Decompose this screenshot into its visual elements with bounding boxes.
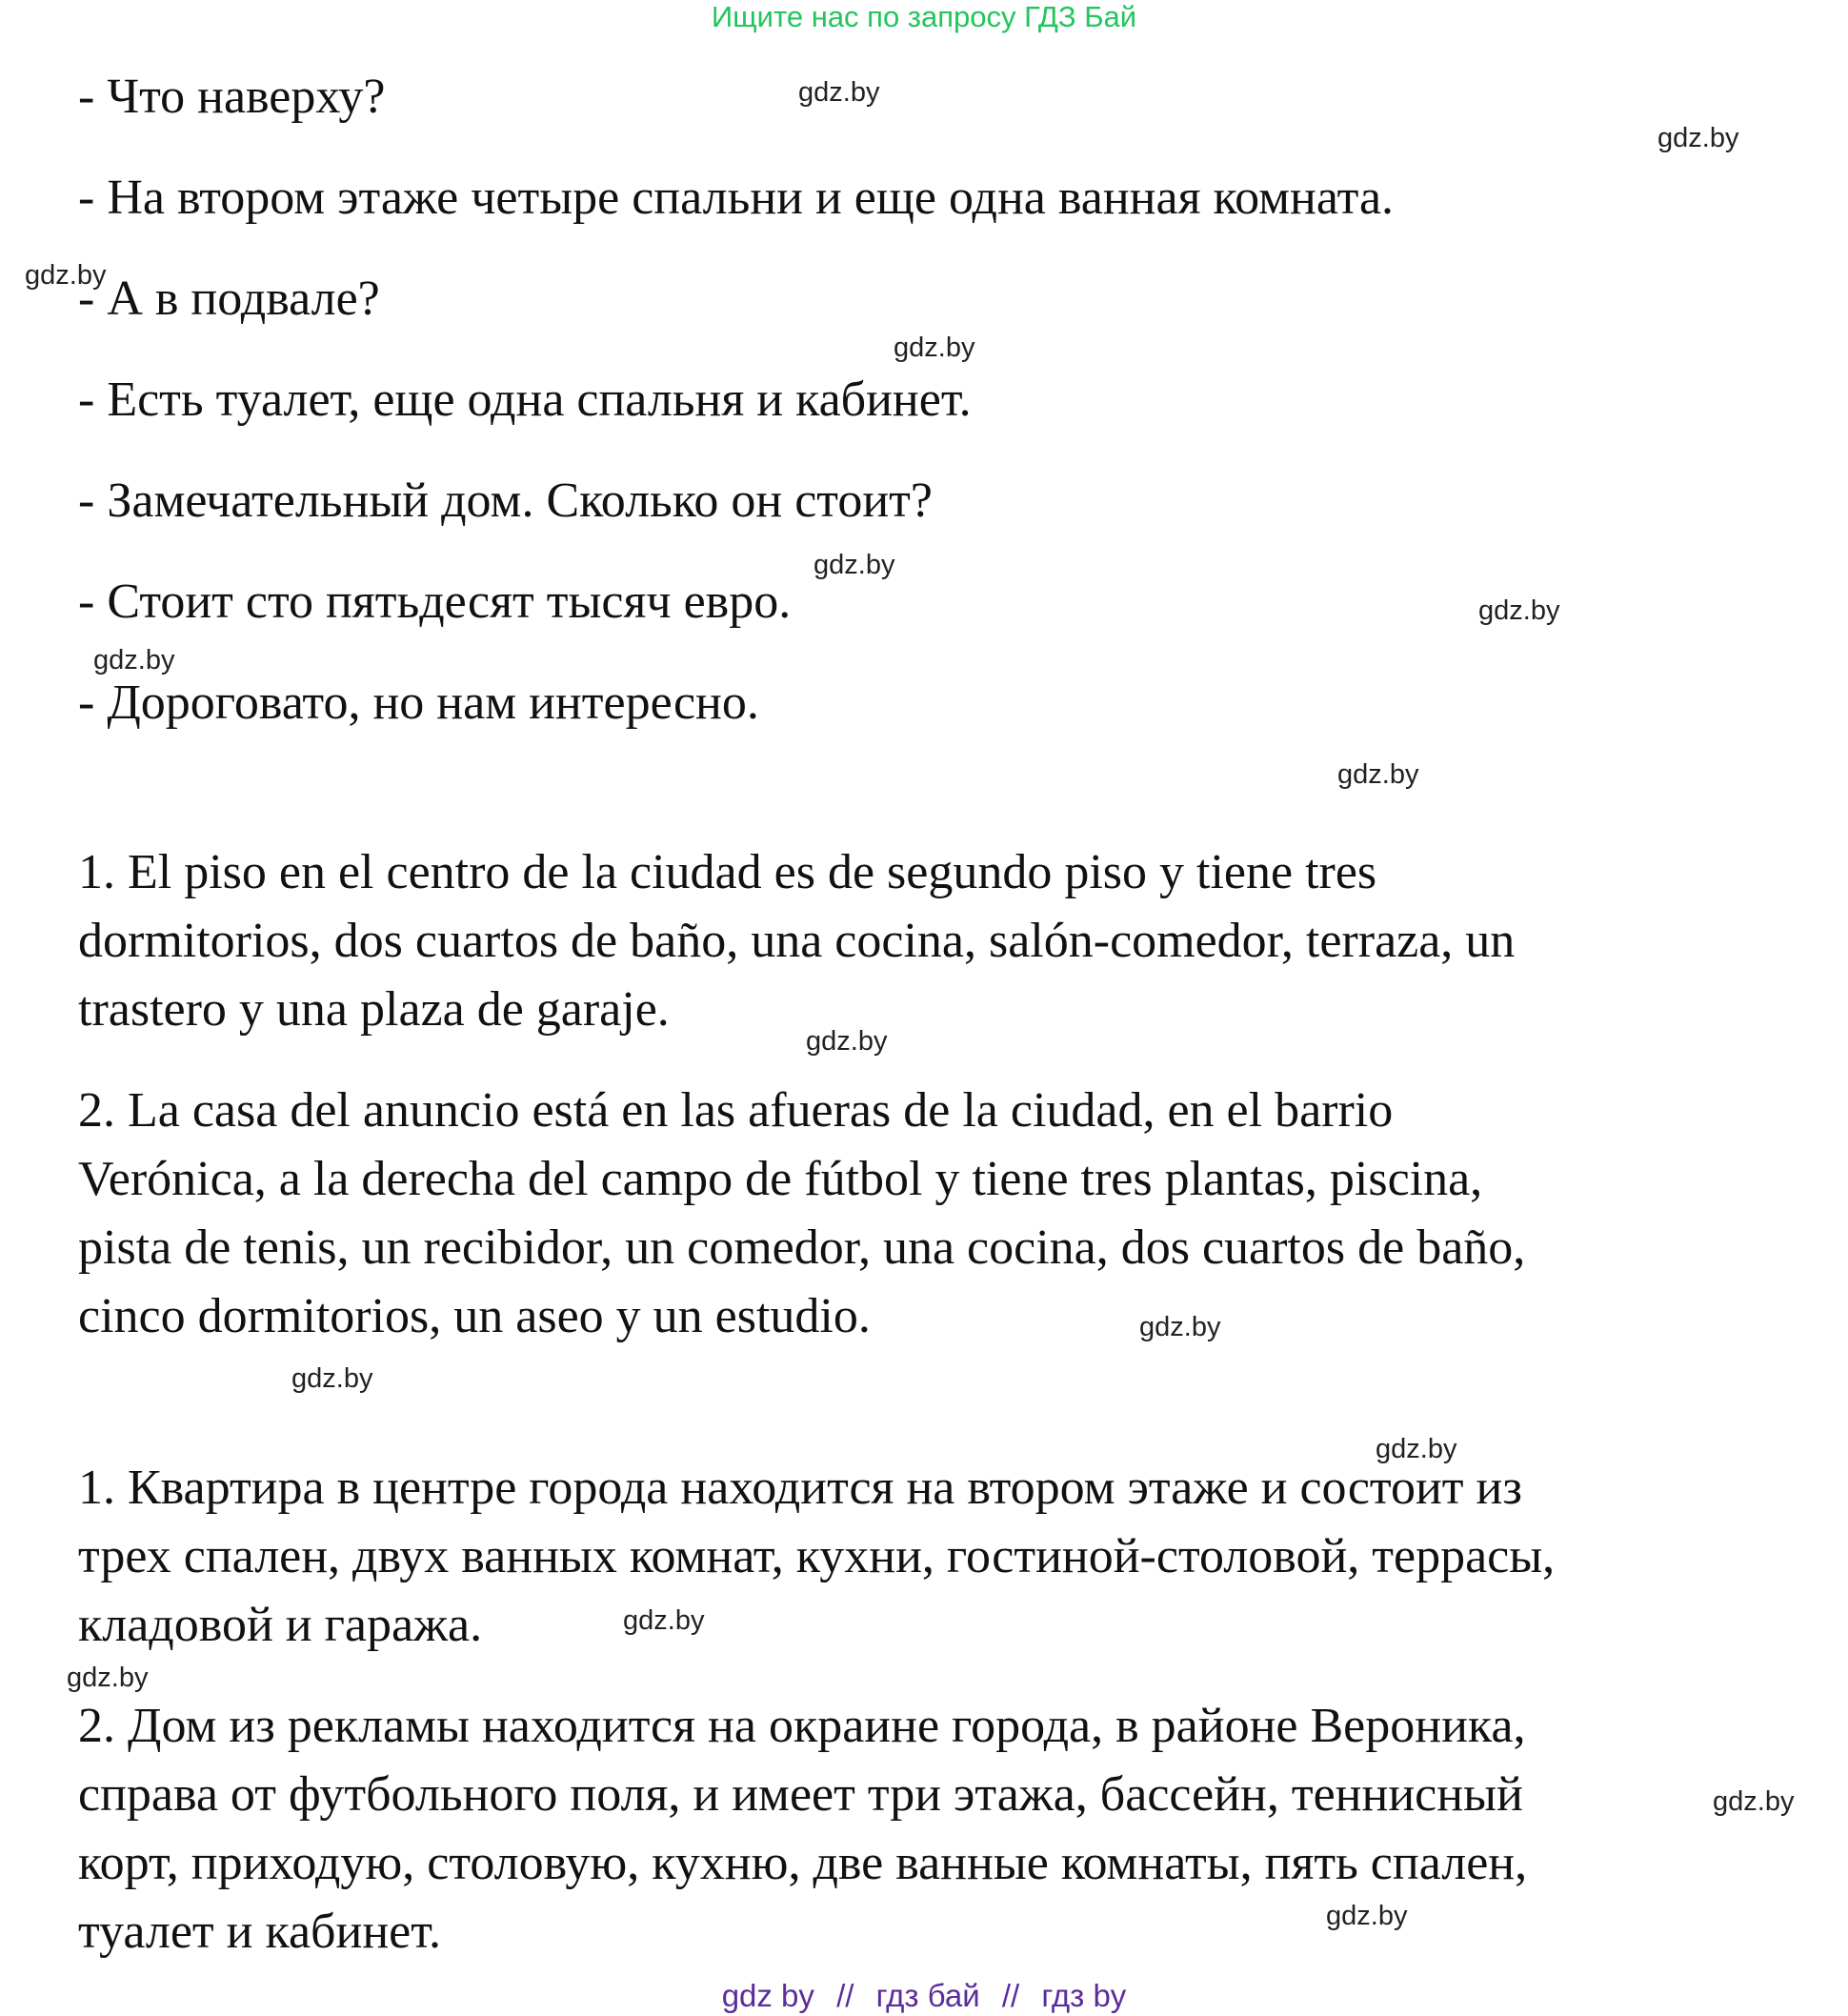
spanish-answer-1-line-3: trastero y una plaza de garaje.: [78, 982, 670, 1037]
watermark: gdz.by: [1376, 1434, 1457, 1464]
footer-separator: //: [1001, 1978, 1020, 2013]
spanish-answer-2-line-2: Verónica, a la derecha del campo de fútbol y tiene tres plantas, piscina,: [78, 1152, 1483, 1206]
dialogue-line-7: - Дороговато, но нам интересно.: [78, 675, 759, 730]
russian-answer-2-line-1: 2. Дом из рекламы находится на окраине города, в районе Вероника,: [78, 1699, 1526, 1753]
russian-answer-1-line-1: 1. Квартира в центре города находится на втором этаже и состоит из: [78, 1461, 1522, 1515]
watermark: gdz.by: [1657, 123, 1739, 153]
footer-separator: //: [836, 1978, 854, 2013]
search-banner: Ищите нас по запросу ГДЗ Бай: [711, 0, 1137, 33]
watermark: gdz.by: [25, 260, 107, 291]
watermark: gdz.by: [1713, 1786, 1795, 1817]
russian-answer-2-line-4: туалет и кабинет.: [78, 1905, 442, 1959]
dialogue-line-4: - Есть туалет, еще одна спальня и кабинет.: [78, 373, 972, 427]
dialogue-line-5: - Замечательный дом. Сколько он стоит?: [78, 474, 933, 528]
spanish-answer-1-line-1: 1. El piso en el centro de la ciudad es de segundo piso y tiene tres: [78, 845, 1377, 899]
watermark: gdz.by: [67, 1663, 149, 1693]
footer-link-gdz-bai[interactable]: гдз бай: [875, 1978, 980, 2013]
watermark: gdz.by: [894, 333, 975, 363]
watermark: gdz.by: [623, 1605, 705, 1636]
spanish-answer-2-line-4: cinco dormitorios, un aseo y un estudio.: [78, 1289, 871, 1343]
russian-answer-1-line-2: трех спален, двух ванных комнат, кухни, гостиной-столовой, террасы,: [78, 1529, 1556, 1583]
watermark: gdz.by: [291, 1363, 373, 1394]
footer-link-gdz-by[interactable]: gdz by: [721, 1978, 814, 2013]
watermark: gdz.by: [798, 77, 880, 108]
dialogue-line-6: - Стоит сто пятьдесят тысяч евро.: [78, 575, 792, 629]
watermark: gdz.by: [1139, 1312, 1221, 1342]
spanish-answer-1-line-2: dormitorios, dos cuartos de baño, una cocina, salón-comedor, terraza, un: [78, 914, 1516, 968]
russian-answer-2-line-2: справа от футбольного поля, и имеет три этажа, бассейн, теннисный: [78, 1767, 1523, 1822]
spanish-answer-2: [78, 1077, 1525, 1351]
dialogue-line-1: - Что наверху?: [78, 70, 386, 124]
russian-answer-1-line-3: кладовой и гаража.: [78, 1598, 483, 1652]
watermark: gdz.by: [93, 645, 175, 675]
spanish-answer-2-line-1: 2. La casa del anuncio está en las afueras de la ciudad, en el barrio: [78, 1083, 1394, 1138]
russian-answer-2: [78, 1692, 1527, 1966]
russian-answer-2-line-3: корт, приходую, столовую, кухню, две ванные комнаты, пять спален,: [78, 1836, 1528, 1890]
watermark: gdz.by: [1326, 1901, 1408, 1931]
watermark: gdz.by: [1478, 595, 1560, 626]
footer-link-gdz-by-ru[interactable]: гдз by: [1041, 1978, 1127, 2013]
watermark: gdz.by: [814, 550, 895, 580]
dialogue-line-3: - А в подвале?: [78, 272, 380, 326]
watermark: gdz.by: [1337, 759, 1419, 790]
russian-answer-1: [78, 1454, 1555, 1660]
footer-links: [0, 1978, 1848, 2014]
spanish-answer-1: [78, 838, 1515, 1044]
spanish-answer-2-line-3: pista de tenis, un recibidor, un comedor, una cocina, dos cuartos de baño,: [78, 1220, 1526, 1275]
watermark: gdz.by: [806, 1026, 888, 1057]
dialogue-line-2: - На втором этаже четыре спальни и еще одна ванная комната.: [78, 171, 1395, 225]
